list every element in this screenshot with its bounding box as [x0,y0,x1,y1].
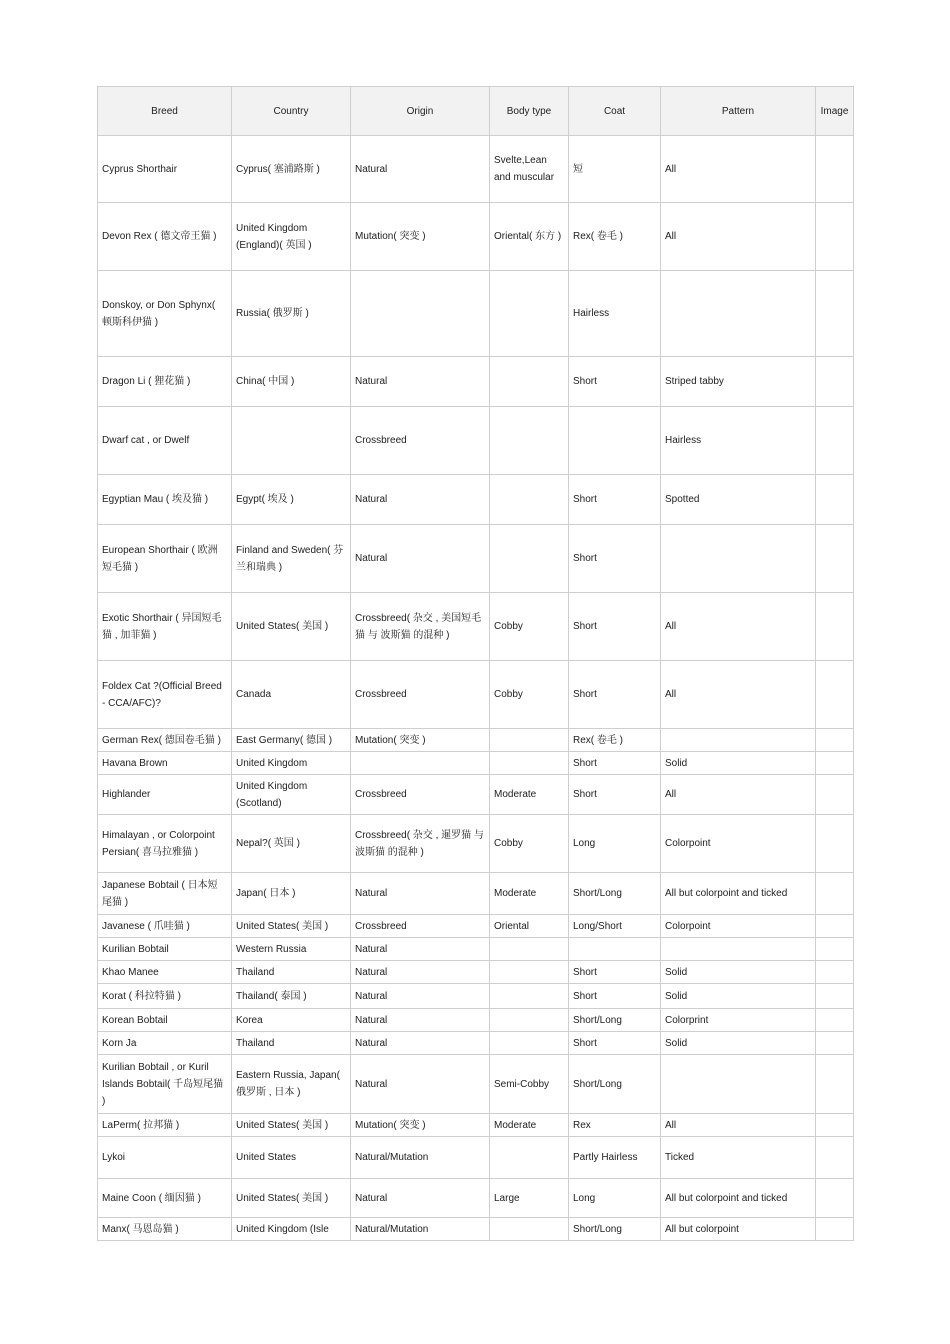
cell-image [816,752,854,775]
cell-country: United States( 美国 ) [232,593,351,661]
cell-country: East Germany( 德国 ) [232,729,351,752]
cell-pattern: All [661,593,816,661]
cell-country: Cyprus( 塞浦路斯 ) [232,136,351,203]
cell-coat: Short [569,661,661,729]
cell-image [816,407,854,475]
table-row [98,873,854,915]
cell-coat: Partly Hairless [569,1137,661,1179]
cell-breed: Foldex Cat ?(Official Breed - CCA/AFC)? [98,661,232,729]
cell-country: United Kingdom (England)( 英国 ) [232,203,351,271]
cell-pattern: Striped tabby [661,357,816,407]
cell-image [816,593,854,661]
cell-pattern: Solid [661,961,816,984]
cell-image [816,271,854,357]
cell-country: United Kingdom [232,752,351,775]
cell-coat: Short [569,961,661,984]
cell-pattern: All but colorpoint [661,1218,816,1241]
header-origin: Origin [351,87,490,136]
table-row [98,938,854,961]
cell-breed: Korat ( 科拉特猫 ) [98,984,232,1009]
cell-pattern: Solid [661,752,816,775]
table-row [98,661,854,729]
cell-breed: Dwarf cat , or Dwelf [98,407,232,475]
cell-origin: Natural [351,1009,490,1032]
cell-country: Russia( 俄罗斯 ) [232,271,351,357]
cell-origin: Natural [351,136,490,203]
cell-pattern [661,1055,816,1114]
cell-breed: Dragon Li ( 狸花猫 ) [98,357,232,407]
cell-breed: Maine Coon ( 缅因猫 ) [98,1179,232,1218]
cell-coat: Short/Long [569,873,661,915]
cell-pattern: All [661,775,816,815]
cell-breed: European Shorthair ( 欧洲短毛猫 ) [98,525,232,593]
table-row [98,271,854,357]
cell-origin: Natural [351,525,490,593]
cell-coat [569,938,661,961]
cell-pattern: All [661,203,816,271]
table-row [98,1179,854,1218]
cell-country: Western Russia [232,938,351,961]
cell-origin: Crossbreed [351,661,490,729]
cell-origin: Natural [351,1032,490,1055]
header-body-type: Body type [490,87,569,136]
cell-breed: Manx( 马恩岛猫 ) [98,1218,232,1241]
cell-breed: Javanese ( 爪哇猫 ) [98,915,232,938]
cell-pattern [661,525,816,593]
cell-body-type: Moderate [490,1114,569,1137]
cell-breed: Korn Ja [98,1032,232,1055]
cell-coat: Long/Short [569,915,661,938]
cell-breed: Egyptian Mau ( 埃及猫 ) [98,475,232,525]
cell-country: United States( 美国 ) [232,1179,351,1218]
cell-coat: Rex [569,1114,661,1137]
cell-country: United Kingdom (Scotland) [232,775,351,815]
cell-origin: Mutation( 突变 ) [351,729,490,752]
cell-pattern: Ticked [661,1137,816,1179]
cell-body-type [490,357,569,407]
cell-breed: LaPerm( 拉邦猫 ) [98,1114,232,1137]
cell-origin [351,752,490,775]
cell-pattern: All [661,661,816,729]
cell-origin: Natural [351,873,490,915]
cell-origin [351,271,490,357]
table-row [98,525,854,593]
cell-origin: Crossbreed( 杂交 , 暹罗猫 与 波斯猫 的混种 ) [351,815,490,873]
cell-country: Thailand( 泰国 ) [232,984,351,1009]
cell-breed: Exotic Shorthair ( 异国短毛猫 , 加菲猫 ) [98,593,232,661]
cell-origin: Natural [351,475,490,525]
cell-pattern: Solid [661,1032,816,1055]
cell-country: United States( 美国 ) [232,1114,351,1137]
cell-image [816,729,854,752]
table-row [98,775,854,815]
cell-coat: Short/Long [569,1009,661,1032]
cell-coat: Long [569,1179,661,1218]
table-row [98,815,854,873]
cell-body-type [490,1009,569,1032]
cell-country: Thailand [232,961,351,984]
cell-breed: German Rex( 德国卷毛猫 ) [98,729,232,752]
table-row [98,357,854,407]
cell-country: United States( 美国 ) [232,915,351,938]
cell-image [816,525,854,593]
cell-pattern [661,938,816,961]
cell-pattern: Spotted [661,475,816,525]
cell-origin: Crossbreed [351,407,490,475]
cell-body-type [490,984,569,1009]
cell-image [816,1114,854,1137]
cell-origin: Crossbreed( 杂交 , 美国短毛猫 与 波斯猫 的混种 ) [351,593,490,661]
header-breed: Breed [98,87,232,136]
cell-origin: Natural [351,961,490,984]
cell-body-type [490,1218,569,1241]
cell-body-type [490,938,569,961]
table-row [98,1032,854,1055]
cell-coat: Hairless [569,271,661,357]
cell-breed: Cyprus Shorthair [98,136,232,203]
cell-origin: Natural/Mutation [351,1137,490,1179]
cell-body-type [490,1137,569,1179]
cell-body-type [490,961,569,984]
cell-coat: Rex( 卷毛 ) [569,203,661,271]
cell-origin: Crossbreed [351,915,490,938]
cell-breed: Lykoi [98,1137,232,1179]
breed-table [97,86,854,1241]
cell-coat: Short [569,525,661,593]
cell-breed: Korean Bobtail [98,1009,232,1032]
cell-image [816,475,854,525]
cell-origin: Natural [351,1179,490,1218]
cell-pattern: All [661,1114,816,1137]
cell-coat [569,407,661,475]
table-row [98,915,854,938]
cell-coat: Short [569,357,661,407]
cell-image [816,1009,854,1032]
table-row [98,752,854,775]
cell-pattern: Hairless [661,407,816,475]
cell-image [816,357,854,407]
table-row [98,984,854,1009]
cell-body-type [490,475,569,525]
table-row [98,1055,854,1114]
cell-image [816,1032,854,1055]
cell-body-type: Moderate [490,775,569,815]
cell-breed: Highlander [98,775,232,815]
cell-breed: Donskoy, or Don Sphynx( 顿斯科伊猫 ) [98,271,232,357]
cell-body-type [490,271,569,357]
cell-breed: Himalayan , or Colorpoint Persian( 喜马拉雅猫 ) [98,815,232,873]
header-image: Image [816,87,854,136]
cell-origin: Natural [351,357,490,407]
cell-image [816,961,854,984]
cell-breed: Havana Brown [98,752,232,775]
cell-coat: Short [569,1032,661,1055]
table-row [98,407,854,475]
cell-body-type: Large [490,1179,569,1218]
cell-pattern: Solid [661,984,816,1009]
table-row [98,203,854,271]
cell-body-type [490,752,569,775]
cell-breed: Khao Manee [98,961,232,984]
cell-coat: 短 [569,136,661,203]
cell-body-type: Moderate [490,873,569,915]
table-header-row [98,87,854,136]
cell-country: Korea [232,1009,351,1032]
cell-origin: Natural [351,984,490,1009]
cell-body-type [490,407,569,475]
cell-pattern: All [661,136,816,203]
table-row [98,1218,854,1241]
cell-origin: Mutation( 突变 ) [351,203,490,271]
table-body [98,136,854,1241]
table-row [98,593,854,661]
cell-country: United Kingdom (Isle [232,1218,351,1241]
cell-country: Japan( 日本 ) [232,873,351,915]
cell-country: Thailand [232,1032,351,1055]
cell-origin: Mutation( 突变 ) [351,1114,490,1137]
cell-image [816,984,854,1009]
cell-image [816,1137,854,1179]
header-pattern: Pattern [661,87,816,136]
cell-body-type: Svelte,Lean and muscular [490,136,569,203]
cell-country: China( 中国 ) [232,357,351,407]
cell-origin: Natural [351,938,490,961]
cell-pattern: All but colorpoint and ticked [661,1179,816,1218]
cell-coat: Short [569,984,661,1009]
cell-body-type: Cobby [490,593,569,661]
table-row [98,1114,854,1137]
cell-coat: Long [569,815,661,873]
cell-origin: Natural [351,1055,490,1114]
cell-coat: Short/Long [569,1218,661,1241]
cell-pattern: Colorpoint [661,815,816,873]
table-row [98,961,854,984]
cell-body-type [490,729,569,752]
cell-country: Egypt( 埃及 ) [232,475,351,525]
table-row [98,1009,854,1032]
cell-pattern: Colorprint [661,1009,816,1032]
cell-image [816,661,854,729]
cell-country: United States [232,1137,351,1179]
cell-country: Finland and Sweden( 芬兰和瑞典 ) [232,525,351,593]
cell-coat: Short [569,593,661,661]
cell-body-type: Cobby [490,661,569,729]
cell-body-type [490,1032,569,1055]
table-row [98,729,854,752]
cell-image [816,1218,854,1241]
cell-image [816,1055,854,1114]
table-row [98,1137,854,1179]
cell-breed: Devon Rex ( 德文帝王猫 ) [98,203,232,271]
cell-body-type [490,525,569,593]
cell-country: Canada [232,661,351,729]
table-row [98,136,854,203]
cell-breed: Japanese Bobtail ( 日本短尾猫 ) [98,873,232,915]
cell-pattern [661,729,816,752]
cell-body-type: Oriental [490,915,569,938]
cell-breed: Kurilian Bobtail , or Kuril Islands Bobtail( 千岛短尾猫 ) [98,1055,232,1114]
cell-country: Nepal?( 英国 ) [232,815,351,873]
cell-pattern: Colorpoint [661,915,816,938]
cell-origin: Natural/Mutation [351,1218,490,1241]
cell-image [816,873,854,915]
cell-pattern: All but colorpoint and ticked [661,873,816,915]
header-country: Country [232,87,351,136]
cell-image [816,938,854,961]
cell-body-type: Cobby [490,815,569,873]
cell-image [816,1179,854,1218]
cell-country [232,407,351,475]
cell-coat: Rex( 卷毛 ) [569,729,661,752]
cell-image [816,136,854,203]
cell-coat: Short/Long [569,1055,661,1114]
cell-country: Eastern Russia, Japan( 俄罗斯 , 日本 ) [232,1055,351,1114]
cell-origin: Crossbreed [351,775,490,815]
cell-image [816,203,854,271]
cell-coat: Short [569,475,661,525]
cell-image [816,915,854,938]
cell-breed: Kurilian Bobtail [98,938,232,961]
cell-coat: Short [569,752,661,775]
cell-coat: Short [569,775,661,815]
header-coat: Coat [569,87,661,136]
cell-body-type: Semi-Cobby [490,1055,569,1114]
table-row [98,475,854,525]
cell-image [816,815,854,873]
cell-image [816,775,854,815]
cell-pattern [661,271,816,357]
cell-body-type: Oriental( 东方 ) [490,203,569,271]
